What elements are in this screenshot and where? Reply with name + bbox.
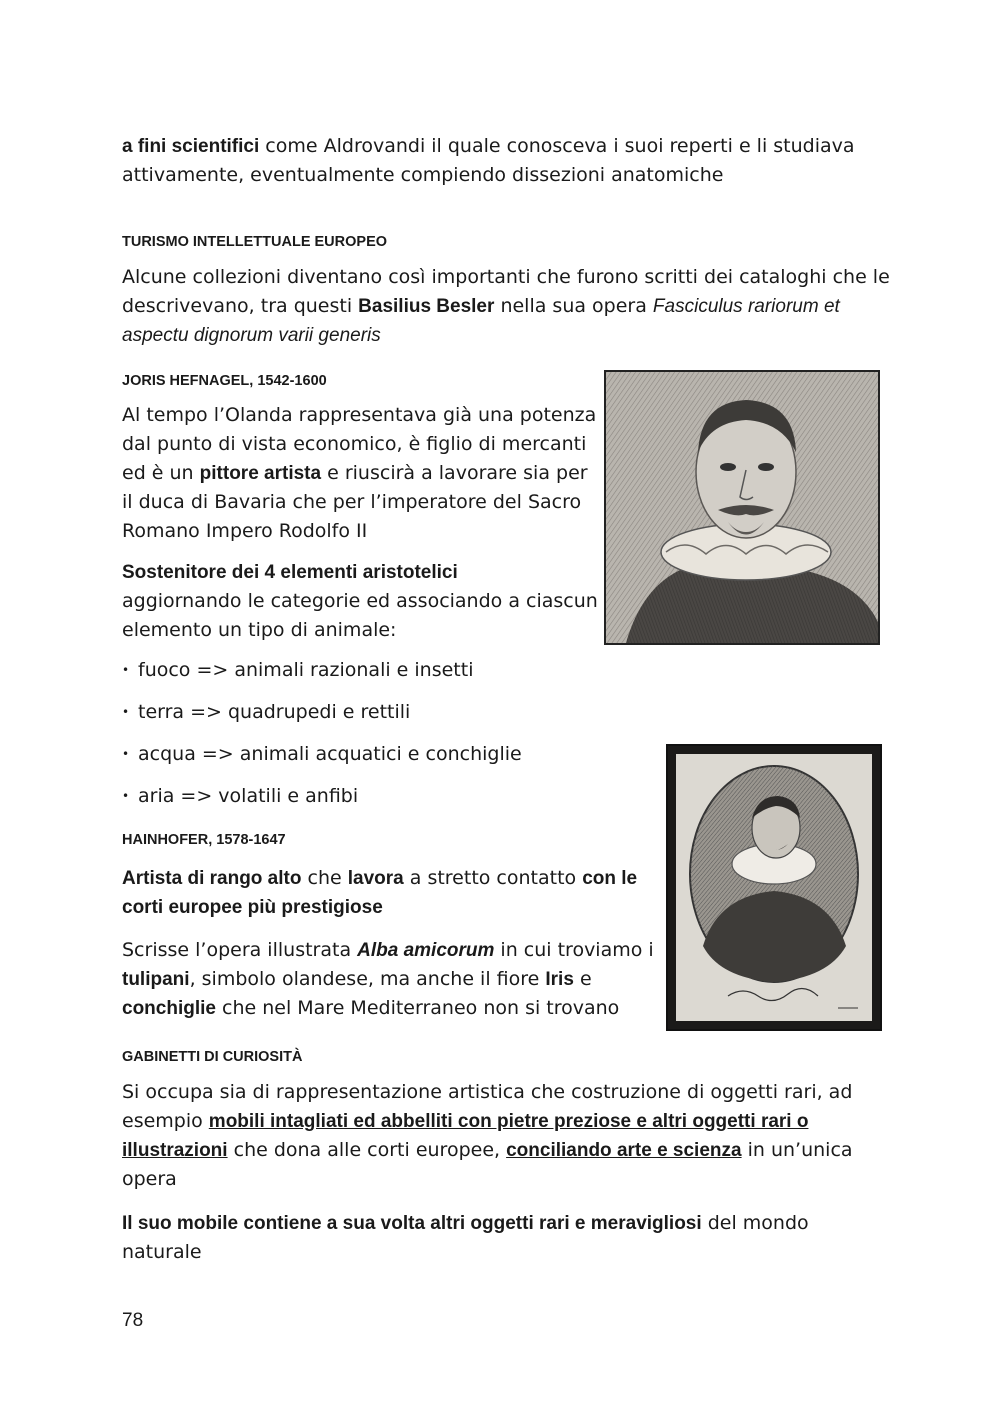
portrait-engraving-icon [606,372,878,643]
section-heading-hefnagel: JORIS HEFNAGEL, 1542-1600 [122,373,327,389]
hefnagel-line1: Al tempo l’Olanda rappresentava già una potenza [122,404,597,426]
bullet-icon: • [122,789,130,803]
gabinetti-text: esempio [122,1110,209,1132]
hainhofer-p2-text5: che nel Mare Mediterraneo non si trovano [215,997,620,1019]
bullet-icon: • [122,747,130,761]
list-item-text: fuoco => animali razionali e insetti [138,659,474,681]
gabinetti-text3: in un’unica [741,1139,853,1161]
section-heading-turismo: TURISMO INTELLETTUALE EUROPEO [122,234,388,250]
elements-list [122,657,522,825]
hainhofer-bold-line2: corti europee più prestigiose [122,897,383,918]
elements-bold: Sostenitore dei 4 elementi aristotelici [122,562,458,583]
hainhofer-p2-text4: e [573,968,592,990]
gabinetti-underlined: mobili intagliati ed abbelliti con pietre preziose e altri oggetti rari o [208,1111,809,1132]
turismo-bold: Basilius Besler [358,296,495,317]
elements-line2: aggiornando le categorie ed associando a ciascun [122,590,598,612]
list-item-text: acqua => animali acquatici e conchiglie [138,743,522,765]
hainhofer-bold3: con le [582,868,638,889]
hefnagel-paragraph [122,401,596,546]
gabinetti-line4: opera [122,1168,177,1190]
hainhofer-bold2: lavora [347,868,404,889]
hainhofer-portrait-image [666,744,882,1031]
hainhofer-paragraph-2 [122,936,654,1023]
list-item-text: terra => quadrupedi e rettili [138,701,411,723]
hainhofer-bold: Artista di rango alto [122,868,302,889]
list-item [122,741,522,783]
page-number: 78 [122,1310,144,1331]
gabinetti-text2: che dona alle corti europee, [227,1139,507,1161]
turismo-text: descrivevano, tra questi [122,295,359,317]
hainhofer-paragraph-1 [122,864,637,922]
hainhofer-text: che [301,867,348,889]
bullet-icon: • [122,705,130,719]
gabinetti-underlined2: illustrazioni [122,1140,228,1161]
hainhofer-p2-text2: in cui troviamo i [494,939,654,961]
book-title-cont: aspectu dignorum varii generis [122,325,381,346]
list-item [122,699,522,741]
turismo-paragraph [122,263,890,350]
oval-portrait-engraving-icon [668,746,880,1029]
tulipani-bold: tulipani [122,969,190,990]
hefnagel-line2: dal punto di vista economico, è figlio di mercanti [122,433,587,455]
section-heading-gabinetti: GABINETTI DI CURIOSITÀ [122,1049,303,1065]
gabinetti-line1: Si occupa sia di rappresentazione artistica che costruzione di oggetti rari, ad [122,1081,853,1103]
hainhofer-p2-text: Scrisse l’opera illustrata [122,939,358,961]
elements-line3: elemento un tipo di animale: [122,619,397,641]
iris-bold: Iris [545,969,574,990]
gabinetti-paragraph-1 [122,1078,853,1194]
gabinetti-paragraph-2 [122,1209,809,1267]
list-item-text: aria => volatili e anfibi [138,785,359,807]
list-item [122,783,522,825]
gabinetti-p2-text: del mondo [701,1212,809,1234]
hefnagel-portrait-image [604,370,880,645]
gabinetti-bold: Il suo mobile contiene a sua volta altri oggetti rari e meravigliosi [122,1213,702,1234]
conchiglie-bold: conchiglie [122,998,216,1019]
hefnagel-line5: Romano Impero Rodolfo II [122,520,368,542]
intro-text-line2: attivamente, eventualmente compiendo dissezioni anatomiche [122,164,724,186]
elements-paragraph [122,558,598,645]
hefnagel-bold: pittore artista [199,463,322,484]
intro-paragraph [122,132,855,190]
section-heading-hainhofer: HAINHOFER, 1578-1647 [122,832,286,848]
gabinetti-p2-line2: naturale [122,1241,202,1263]
list-item [122,657,522,699]
book-title: Fasciculus rariorum et [652,296,840,317]
turismo-text-mid: nella sua opera [494,295,653,317]
turismo-line1: Alcune collezioni diventano così importanti che furono scritti dei cataloghi che le [122,266,890,288]
intro-text: come Aldrovandi il quale conosceva i suoi reperti e li studiava [259,135,855,157]
hainhofer-p2-text3: , simbolo olandese, ma anche il fiore [189,968,546,990]
hefnagel-text: ed è un [122,462,200,484]
intro-bold: a fini scientifici [122,136,260,157]
gabinetti-underlined3: conciliando arte e scienza [506,1140,742,1161]
bullet-icon: • [122,663,130,677]
hefnagel-line4: il duca di Bavaria che per l’imperatore del Sacro [122,491,582,513]
hainhofer-text2: a stretto contatto [403,867,583,889]
book-title-alba: Alba amicorum [357,940,495,961]
hefnagel-text2: e riuscirà a lavorare sia per [321,462,588,484]
